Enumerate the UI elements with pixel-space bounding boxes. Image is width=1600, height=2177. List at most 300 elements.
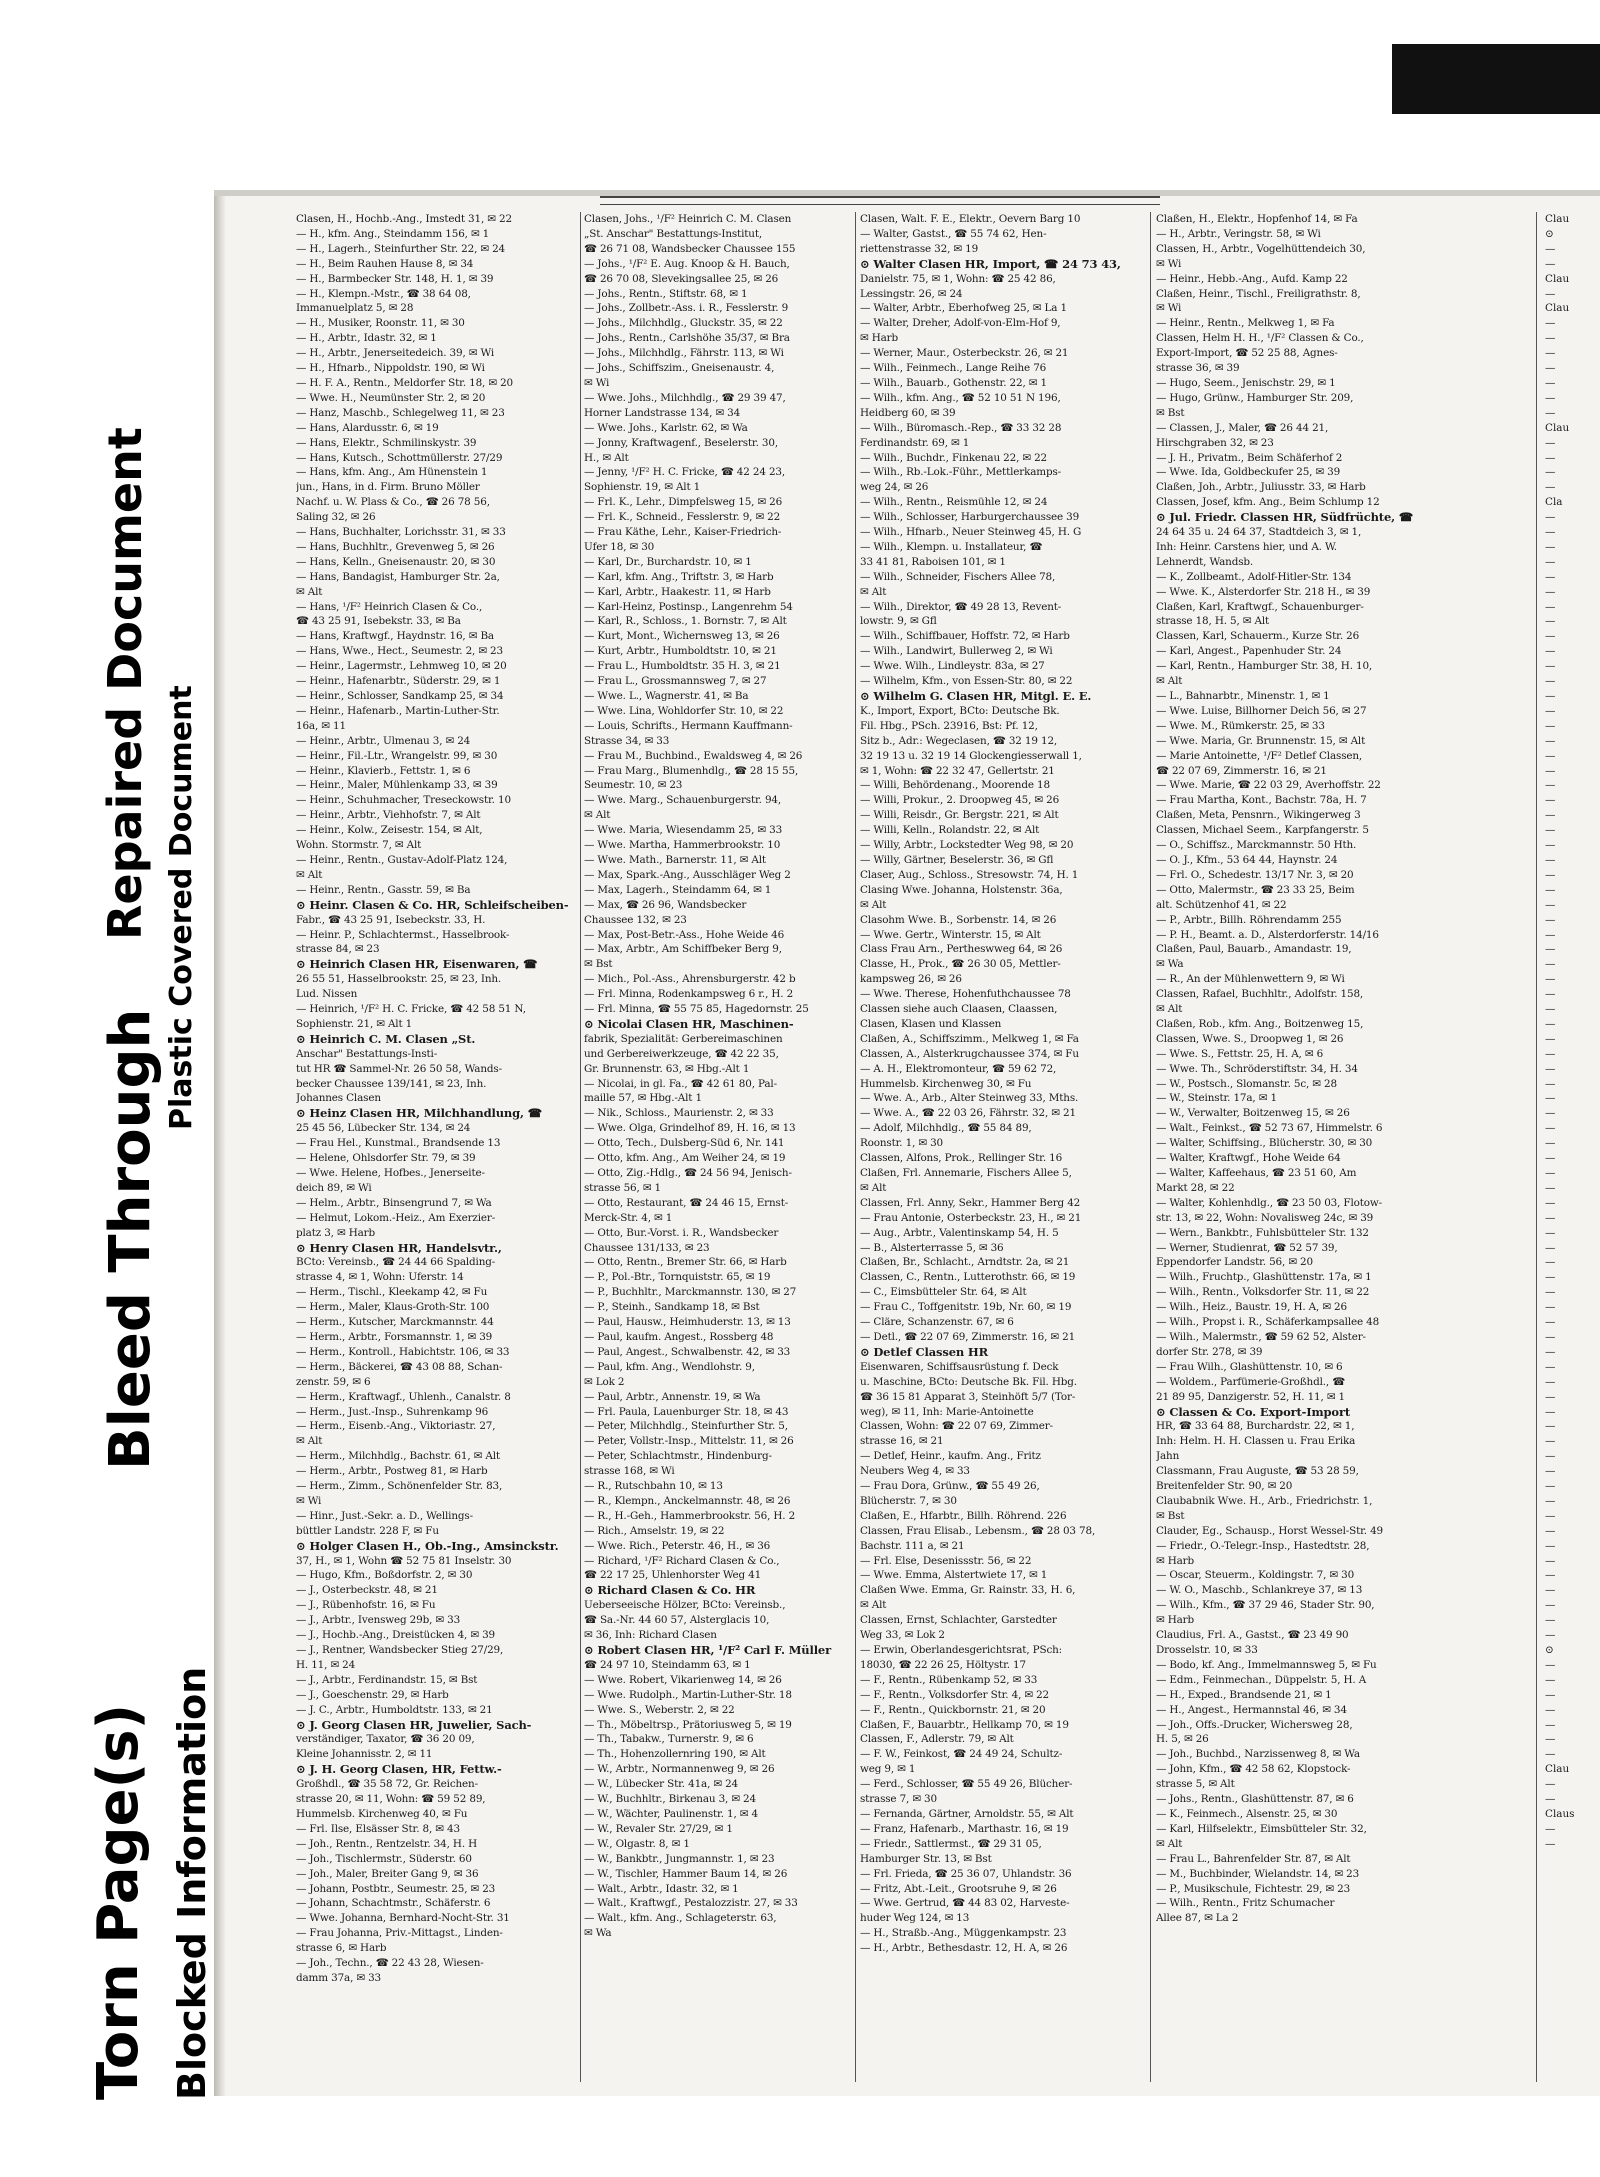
directory-entry-line: — W., Lübecker Str. 41a, ✉ 24	[584, 1778, 739, 1791]
directory-entry-line: riettenstrasse 32, ✉ 19	[860, 242, 979, 255]
partial-entry-line: —	[1545, 1569, 1556, 1582]
directory-entry-line: — Heinr., Rentn., Gustav-Adolf-Platz 124,	[296, 853, 508, 866]
directory-entry-line: — Walter, Gastst., ☎ 55 74 62, Hen-	[860, 227, 1047, 240]
directory-entry-line: — Joh., Maler, Breiter Gang 9, ✉ 36	[296, 1867, 479, 1880]
directory-entry-line: — Wwe. Johs., Karlstr. 62, ✉ Wa	[584, 421, 748, 434]
directory-entry-line: — Wilh., Rentn., Reismühle 12, ✉ 24	[860, 496, 1048, 509]
directory-entry-line: — Frl. Minna, Rodenkampsweg 6 r., H. 2	[584, 988, 794, 1001]
directory-entry-line: becker Chaussee 139/141, ✉ 23, Inh.	[296, 1077, 487, 1090]
directory-entry-line: kampsweg 26, ✉ 26	[860, 973, 962, 986]
partial-entry-line: —	[1545, 391, 1556, 404]
directory-entry-line: — Heinr., Schuhmacher, Treseckowstr. 10	[296, 794, 511, 807]
directory-entry-line: — Heinr., Arbtr., Ulmenau 3, ✉ 24	[296, 734, 471, 747]
directory-entry-line: strasse 5, ✉ Alt	[1156, 1778, 1235, 1791]
directory-entry-line: Classen, Josef, kfm. Ang., Beim Schlump 12	[1156, 496, 1380, 509]
directory-entry-line: ✉ Alt	[860, 898, 887, 911]
partial-entry-line: —	[1545, 1405, 1556, 1418]
directory-entry-line: — B., Alsterterrasse 5, ✉ 36	[860, 1241, 1004, 1254]
black-corner-block	[1392, 44, 1600, 114]
directory-entry-line: — Heinrich, ¹/F² H. C. Fricke, ☎ 42 58 51 N,	[296, 1003, 526, 1016]
partial-entry-line: —	[1545, 451, 1556, 464]
directory-entry-line: — R., Rutschbahn 10, ✉ 13	[584, 1480, 723, 1493]
directory-entry-line: — W., Arbtr., Normannenweg 9, ✉ 26	[584, 1763, 775, 1776]
directory-entry-line: Eisenwaren, Schiffsausrüstung f. Deck	[860, 1360, 1059, 1373]
partial-entry-line: —	[1545, 809, 1556, 822]
directory-entry-line: — P., Musikschule, Fichtestr. 29, ✉ 23	[1156, 1882, 1351, 1895]
partial-entry-line: —	[1545, 1062, 1556, 1075]
directory-entry-line: — Wilh., Direktor, ☎ 49 28 13, Revent-	[860, 600, 1062, 613]
directory-entry-line: Classen, F., Adlerstr. 79, ✉ Alt	[860, 1733, 1014, 1746]
partial-entry-line: —	[1545, 1003, 1556, 1016]
directory-entry-line: ⊙ Heinrich C. M. Clasen „St.	[296, 1031, 476, 1046]
directory-entry-line: — Otto, Malermstr., ☎ 23 33 25, Beim	[1156, 883, 1355, 896]
partial-entry-line: —	[1545, 1286, 1556, 1299]
directory-entry-line: — H., Klempn.-Mstr., ☎ 38 64 08,	[296, 287, 471, 300]
directory-column-1	[296, 212, 584, 2092]
directory-entry-line: — Johs., Rentn., Glashüttenstr. 87, ✉ 6	[1156, 1793, 1354, 1806]
partial-entry-line: —	[1545, 1152, 1556, 1165]
partial-entry-line: —	[1545, 1271, 1556, 1284]
directory-entry-line: — Max, Spark.-Ang., Ausschläger Weg 2	[584, 868, 791, 881]
directory-entry-line: ⊙ Robert Clasen HR, ¹/F² Carl F. Müller	[584, 1643, 832, 1657]
directory-entry-line: — Heinr., Hafenarbtr., Süderstr. 29, ✉ 1	[296, 675, 501, 688]
directory-entry-line: ✉ Alt	[1156, 675, 1183, 688]
directory-entry-line: strasse 18, H. 5, ✉ Alt	[1156, 615, 1270, 628]
directory-entry-line: — Otto, kfm. Ang., Am Weiher 24, ✉ 19	[584, 1152, 786, 1165]
directory-entry-line: — Karl, Arbtr., Haakestr. 11, ✉ Harb	[584, 585, 771, 598]
directory-entry-line: Hummelsb. Kirchenweg 40, ✉ Fu	[296, 1807, 468, 1820]
directory-entry-line: ⊙ Walter Clasen HR, Import, ☎ 24 73 43,	[860, 256, 1121, 271]
directory-entry-line: K., Import, Export, BCto: Deutsche Bk.	[860, 704, 1060, 717]
directory-entry-line: — Frl. Minna, ☎ 55 75 85, Hagedornstr. 25	[584, 1003, 809, 1016]
directory-entry-line: — O. J., Kfm., 53 64 44, Haynstr. 24	[1156, 853, 1338, 866]
directory-entry-line: — Louis, Schrifts., Hermann Kauffmann-	[584, 719, 793, 732]
directory-entry-line: — Peter, Milchhdlg., Steinfurther Str. 5,	[584, 1420, 788, 1433]
partial-entry-line: —	[1545, 764, 1556, 777]
directory-entry-line: — J., Arbtr., Ivensweg 29b, ✉ 33	[296, 1614, 461, 1627]
directory-entry-line: — Wern., Bankbtr., Fuhlsbütteler Str. 132	[1156, 1226, 1369, 1239]
directory-entry-line: — Peter, Vollstr.-Insp., Mittelstr. 11, ✉ 26	[584, 1435, 794, 1448]
directory-entry-line: Anschar" Bestattungs-Insti-	[296, 1047, 438, 1060]
directory-entry-line: ⊙ Classen & Co. Export-Import	[1156, 1404, 1351, 1419]
directory-entry-line: — Heinr., Hafenarb., Martin-Luther-Str.	[296, 704, 500, 717]
directory-entry-line: Sophienstr. 21, ✉ Alt 1	[296, 1017, 413, 1030]
directory-entry-line: — Karl, R., Schloss., 1. Bornstr. 7, ✉ Alt	[584, 615, 787, 628]
partial-entry-line: —	[1545, 1211, 1556, 1224]
directory-entry-line: — Hans, Buchhalter, Lorichsstr. 31, ✉ 33	[296, 526, 506, 539]
side-label-area	[40, 300, 214, 2100]
directory-entry-line: Class Frau Arn., Pertheswweg 64, ✉ 26	[860, 943, 1063, 956]
directory-entry-line: — Erwin, Oberlandesgerichtsrat, PSch:	[860, 1644, 1063, 1656]
directory-entry-line: ☎ 26 70 08, Slevekingsallee 25, ✉ 26	[584, 272, 779, 285]
directory-entry-line: Ufer 18, ✉ 30	[584, 540, 655, 553]
directory-entry-line: — Wwe. Rudolph., Martin-Luther-Str. 18	[584, 1688, 792, 1701]
directory-entry-line: — Willy, Gärtner, Beselerstr. 36, ✉ Gfl	[860, 853, 1054, 866]
directory-entry-line: ⊙ Henry Clasen HR, Handelsvtr.,	[296, 1240, 502, 1255]
directory-entry-line: Claser, Aug., Schloss., Stresowstr. 74, H. 1	[860, 868, 1079, 881]
directory-entry-line: — H., Arbtr., Bethesdastr. 12, H. A, ✉ 26	[860, 1942, 1068, 1955]
partial-entry-line: —	[1545, 719, 1556, 732]
directory-entry-line: — Frl. Else, Desenissstr. 56, ✉ 22	[860, 1554, 1032, 1567]
directory-entry-line: — Wilh., Buchdr., Finkenau 22, ✉ 22	[860, 451, 1048, 464]
directory-entry-line: — Otto, Tech., Dulsberg-Süd 6, Nr. 141	[584, 1137, 785, 1150]
directory-entry-line: Kleine Johannisstr. 2, ✉ 11	[296, 1748, 433, 1761]
directory-entry-line: — J., Hochb.-Ang., Dreistücken 4, ✉ 39	[296, 1629, 495, 1642]
directory-entry-line: — Herm., Arbtr., Forsmannstr. 1, ✉ 39	[296, 1330, 493, 1343]
directory-entry-line: — P., Buchhltr., Marckmannstr. 130, ✉ 27	[584, 1286, 797, 1299]
partial-entry-line: —	[1545, 600, 1556, 613]
directory-entry-line: dorfer Str. 278, ✉ 39	[1156, 1345, 1263, 1358]
directory-entry-line: — W., Bankbtr., Jungmannstr. 1, ✉ 23	[584, 1852, 775, 1865]
directory-entry-line: — H., Beim Rauhen Hause 8, ✉ 34	[296, 257, 474, 270]
directory-entry-line: — Wwe. Olga, Grindelhof 89, H. 16, ✉ 13	[584, 1122, 796, 1135]
partial-entry-line: —	[1545, 1793, 1556, 1806]
directory-entry-line: Claßen Wwe. Emma, Gr. Rainstr. 33, H. 6,	[860, 1584, 1076, 1597]
directory-entry-line: Neubers Weg 4, ✉ 33	[860, 1465, 970, 1478]
directory-entry-line: Lessingstr. 26, ✉ 24	[860, 287, 963, 300]
directory-entry-line: und Gerbereiwerkzeuge, ☎ 42 22 35,	[584, 1047, 779, 1060]
partial-entry-line: —	[1545, 839, 1556, 852]
directory-entry-line: Clauder, Eg., Schausp., Horst Wessel-Str. 49	[1156, 1524, 1384, 1537]
partial-entry-line: —	[1545, 704, 1556, 717]
directory-entry-line: strasse 56, ✉ 1	[584, 1181, 661, 1194]
plastic-covered-label: Plastic Covered Document	[164, 685, 199, 1130]
directory-entry-line: Gr. Brunnenstr. 63, ✉ Hbg.-Alt 1	[584, 1062, 750, 1075]
directory-entry-line: — Frau Wilh., Glashüttenstr. 10, ✉ 6	[1156, 1360, 1343, 1373]
directory-entry-line: — Hans, Kraftwgf., Haydnstr. 16, ✉ Ba	[296, 630, 494, 643]
directory-entry-line: — Friedr., Sattlermst., ☎ 29 31 05,	[860, 1837, 1042, 1850]
directory-entry-line: — Walt., Feinkst., ☎ 52 73 67, Himmelstr. 6	[1156, 1122, 1383, 1135]
directory-entry-line: — Johann, Schachtmstr., Schäferstr. 6	[296, 1897, 491, 1910]
directory-entry-line: Claßen, Br., Schlacht., Arndtstr. 2a, ✉ 21	[860, 1256, 1070, 1269]
directory-entry-line: Classen, Karl, Schauerm., Kurze Str. 26	[1156, 630, 1360, 643]
directory-entry-line: Blücherstr. 7, ✉ 30	[860, 1494, 957, 1507]
directory-entry-line: — Frau C., Toffgenitstr. 19b, Nr. 60, ✉ 19	[860, 1301, 1072, 1314]
directory-entry-line: Sophienstr. 19, ✉ Alt 1	[584, 481, 701, 494]
partial-entry-line: —	[1545, 1017, 1556, 1030]
directory-entry-line: — Wwe. Lina, Wohldorfer Str. 10, ✉ 22	[584, 704, 784, 717]
directory-entry-line: — Heinr., Maler, Mühlenkamp 33, ✉ 39	[296, 779, 498, 792]
directory-entry-line: — Herm., Zimm., Schönenfelder Str. 83,	[296, 1480, 503, 1493]
directory-entry-line: — Bodo, kf. Ang., Immelmannsweg 5, ✉ Fu	[1156, 1658, 1377, 1671]
directory-entry-line: — Frau Johanna, Priv.-Mittagst., Linden-	[296, 1927, 503, 1940]
partial-entry-line: —	[1545, 645, 1556, 658]
partial-entry-line: —	[1545, 1778, 1556, 1791]
directory-entry-line: alt. Schützenhof 41, ✉ 22	[1156, 898, 1287, 911]
directory-entry-line: — Detlef, Heinr., kaufm. Ang., Fritz	[860, 1450, 1041, 1463]
directory-entry-line: — Frau Marg., Blumenhdlg., ☎ 28 15 55,	[584, 764, 799, 777]
directory-entry-line: — R., Klempn., Anckelmannstr. 48, ✉ 26	[584, 1494, 791, 1507]
directory-entry-line: Roonstr. 1, ✉ 30	[860, 1137, 944, 1150]
directory-entry-line: — W., Wächter, Paulinenstr. 1, ✉ 4	[584, 1807, 758, 1820]
directory-entry-line: strasse 4, ✉ 1, Wohn: Uferstr. 14	[296, 1271, 464, 1284]
directory-entry-line: Johannes Clasen	[296, 1092, 381, 1105]
partial-entry-line: —	[1545, 660, 1556, 673]
directory-entry-line: — Otto, Restaurant, ☎ 24 46 15, Ernst-	[584, 1196, 789, 1209]
directory-entry-line: — Wwe. S., Fettstr. 25, H. A, ✉ 6	[1156, 1047, 1324, 1060]
directory-entry-line: Claubabnik Wwe. H., Arb., Friedrichstr. 1,	[1156, 1494, 1373, 1507]
directory-entry-line: — Heinr., Rentn., Gasstr. 59, ✉ Ba	[296, 883, 471, 896]
partial-entry-line: —	[1545, 511, 1556, 524]
directory-entry-line: — Wwe. Marg., Schauenburgerstr. 94,	[584, 794, 782, 807]
directory-entry-line: — H., Exped., Brandsende 21, ✉ 1	[1156, 1688, 1332, 1701]
directory-entry-line: — H., Barmbecker Str. 148, H. 1, ✉ 39	[296, 272, 494, 285]
directory-entry-line: Claßen, Karl, Kraftwgf., Schauenburger-	[1156, 600, 1364, 613]
directory-entry-line: — Fernanda, Gärtner, Arnoldstr. 55, ✉ Alt	[860, 1807, 1074, 1820]
directory-entry-line: — Hans, Kelln., Gneisenaustr. 20, ✉ 30	[296, 555, 496, 568]
directory-entry-line: — Walter, Arbtr., Eberhofweg 25, ✉ La 1	[860, 302, 1067, 315]
directory-entry-line: — Helm., Arbtr., Binsengrund 7, ✉ Wa	[296, 1196, 492, 1209]
directory-entry-line: — A. H., Elektromonteur, ☎ 59 62 72,	[860, 1062, 1057, 1075]
directory-entry-line: — Oscar, Steuerm., Koldingstr. 7, ✉ 30	[1156, 1569, 1355, 1582]
directory-entry-line: — Wwe. Martha, Hammerbrookstr. 10	[584, 839, 781, 852]
partial-entry-line: —	[1545, 853, 1556, 866]
directory-entry-line: — Wwe. Math., Barnerstr. 11, ✉ Alt	[584, 853, 766, 866]
partial-entry-line: —	[1545, 1554, 1556, 1567]
directory-entry-line: lowstr. 9, ✉ Gfl	[860, 615, 937, 628]
partial-entry-line: —	[1545, 749, 1556, 762]
partial-entry-line: —	[1545, 1539, 1556, 1552]
directory-entry-line: — Heinr., Hebb.-Ang., Aufd. Kamp 22	[1156, 272, 1348, 285]
directory-entry-line: Heidberg 60, ✉ 39	[860, 406, 956, 419]
partial-entry-line: —	[1545, 1122, 1556, 1135]
partial-entry-line: Clau	[1545, 421, 1570, 434]
directory-entry-line: Claudius, Frl. A., Gastst., ☎ 23 49 90	[1156, 1629, 1349, 1642]
directory-entry-line: weg 24, ✉ 26	[860, 481, 929, 494]
directory-entry-line: — Wilh., Rb.-Lok.-Führ., Mettlerkamps-	[860, 466, 1062, 479]
directory-entry-line: ⊙ Jul. Friedr. Classen HR, Südfrüchte, ☎	[1156, 510, 1414, 525]
directory-entry-line: — K., Zollbeamt., Adolf-Hitler-Str. 134	[1156, 570, 1352, 583]
directory-entry-line: — C., Eimsbütteler Str. 64, ✉ Alt	[860, 1286, 1027, 1299]
directory-entry-line: — Wilh., kfm. Ang., ☎ 52 10 51 N 196,	[860, 391, 1061, 404]
directory-entry-line: zenstr. 59, ✉ 6	[296, 1375, 371, 1388]
partial-entry-line: —	[1545, 1301, 1556, 1314]
directory-entry-line: — Wilh., Rentn., Fritz Schumacher	[1156, 1897, 1335, 1910]
directory-entry-line: Lehnerdt, Wandsb.	[1156, 555, 1254, 568]
directory-entry-line: — W., Tischler, Hammer Baum 14, ✉ 26	[584, 1867, 788, 1880]
directory-entry-line: — Fritz, Abt.-Leit., Grootsruhe 9, ✉ 26	[860, 1882, 1057, 1895]
directory-entry-line: Drosselstr. 10, ✉ 33	[1156, 1644, 1258, 1656]
partial-entry-line: —	[1545, 1047, 1556, 1060]
directory-entry-line: Weg 33, ✉ Lok 2	[860, 1629, 945, 1642]
directory-entry-line: strasse 7, ✉ 30	[860, 1793, 937, 1806]
partial-entry-line: —	[1545, 1077, 1556, 1090]
directory-entry-line: ⊙ Wilhelm G. Clasen HR, Mitgl. E. E.	[860, 689, 1092, 703]
directory-entry-line: ✉ Alt	[296, 1435, 323, 1448]
partial-entry-line: —	[1545, 1733, 1556, 1746]
partial-entry-line: —	[1545, 406, 1556, 419]
directory-entry-line: — H., Arbtr., Idastr. 32, ✉ 1	[296, 332, 437, 345]
header-rule	[600, 196, 1160, 205]
directory-entry-line: Clasen, Johs., ¹/F² Heinrich C. M. Clasen	[584, 213, 792, 225]
partial-entry-line: —	[1545, 1494, 1556, 1507]
directory-entry-line: — O., Schiffsz., Marckmannstr. 50 Hth.	[1156, 839, 1357, 852]
directory-entry-line: — Frau L., Bahrenfelder Str. 87, ✉ Alt	[1156, 1852, 1351, 1865]
directory-entry-line: — Karl, Rentn., Hamburger Str. 38, H. 10,	[1156, 660, 1373, 673]
directory-entry-line: — P. H., Beamt. a. D., Alsterdorferstr. 14/16	[1156, 928, 1379, 941]
directory-entry-line: — Wwe. S., Weberstr. 2, ✉ 22	[584, 1703, 735, 1716]
directory-entry-line: — Walter, Dreher, Adolf-von-Elm-Hof 9,	[860, 317, 1061, 330]
directory-entry-line: ✉ Harb	[1156, 1554, 1194, 1567]
directory-entry-line: — Herm., Kutscher, Marckmannstr. 44	[296, 1316, 494, 1329]
directory-entry-line: — Woldem., Parfümerie-Großhdl., ☎	[1156, 1375, 1346, 1388]
directory-entry-line: — Werner, Studienrat, ☎ 52 57 39,	[1156, 1241, 1338, 1254]
partial-entry-line: Clau	[1545, 213, 1570, 225]
partial-entry-line: —	[1545, 1599, 1556, 1612]
directory-entry-line: — R., H.-Geh., Hammerbrookstr. 56, H. 2	[584, 1509, 796, 1522]
partial-entry-line: —	[1545, 1509, 1556, 1522]
directory-entry-line: — Wwe. Johs., Milchhdlg., ☎ 29 39 47,	[584, 391, 786, 404]
directory-entry-line: Claßen, Rob., kfm. Ang., Boitzenweg 15,	[1156, 1017, 1364, 1030]
directory-entry-line: ⊙ J. H. Georg Clasen, HR, Fettw.-	[296, 1762, 502, 1777]
directory-entry-line: 24 64 35 u. 24 64 37, Stadtdeich 3, ✉ 1,	[1156, 526, 1362, 539]
directory-entry-line: Claßen, A., Schiffszimm., Melkweg 1, ✉ Fa	[860, 1032, 1079, 1045]
directory-entry-line: — Karl-Heinz, Postinsp., Langenrehm 54	[584, 600, 793, 613]
directory-entry-line: ✉ Alt	[860, 1599, 887, 1612]
partial-entry-line: —	[1545, 317, 1556, 330]
directory-entry-line: ☎ 36 15 81 Apparat 3, Steinhöft 5/7 (Tor-	[860, 1390, 1076, 1403]
partial-entry-line: —	[1545, 1316, 1556, 1329]
directory-entry-line: Classen, A., Alsterkrugchaussee 374, ✉ Fu	[860, 1047, 1079, 1060]
directory-entry-line: Jahn	[1156, 1450, 1180, 1463]
directory-entry-line: ☎ 24 97 10, Steindamm 63, ✉ 1	[584, 1658, 751, 1671]
directory-entry-line: Lud. Nissen	[296, 988, 358, 1001]
partial-entry-line: —	[1545, 1226, 1556, 1239]
directory-entry-line: Classen, C., Rentn., Lutterothstr. 66, ✉ 19	[860, 1271, 1076, 1284]
directory-entry-line: ☎ Sa.-Nr. 44 60 57, Alsterglacis 10,	[584, 1614, 770, 1627]
directory-entry-line: — Paul, Hausw., Heimhuderstr. 13, ✉ 13	[584, 1316, 791, 1329]
directory-entry-line: ✉ Lok 2	[584, 1375, 625, 1388]
directory-entry-line: — Wilh., Propst i. R., Schäferkampsallee 48	[1156, 1316, 1380, 1329]
directory-entry-line: ⊙ J. Georg Clasen HR, Juwelier, Sach-	[296, 1717, 532, 1732]
partial-entry-line: Cla	[1545, 496, 1563, 509]
directory-entry-line: — Wwe. Gertr., Winterstr. 15, ✉ Alt	[860, 928, 1041, 941]
repaired-document-label: Repaired Document	[98, 427, 152, 940]
directory-entry-line: ✉ Wi	[1156, 257, 1182, 270]
partial-entry-line: —	[1545, 734, 1556, 747]
partial-entry-line: —	[1545, 824, 1556, 837]
directory-entry-line: — Herm., Maler, Klaus-Groth-Str. 100	[296, 1301, 490, 1314]
directory-entry-line: BCto: Vereinsb., ☎ 24 44 66 Spalding-	[296, 1256, 496, 1269]
directory-entry-line: — W., Buchhltr., Birkenau 3, ✉ 24	[584, 1793, 756, 1806]
directory-entry-line: — J., Rentner, Wandsbecker Stieg 27/29,	[296, 1644, 504, 1656]
directory-entry-line: — Heinr., Schlosser, Sandkamp 25, ✉ 34	[296, 690, 504, 702]
directory-entry-line: — Wwe. Ida, Goldbeckufer 25, ✉ 39	[1156, 466, 1341, 479]
directory-entry-line: — Karl, Hilfselektr., Eimsbütteler Str. 32,	[1156, 1822, 1367, 1835]
directory-entry-line: Breitenfelder Str. 90, ✉ 20	[1156, 1480, 1293, 1493]
directory-entry-line: — Friedr., O.-Telegr.-Insp., Hastedtstr. 28,	[1156, 1539, 1370, 1552]
directory-entry-line: — Frau Antonie, Osterbeckstr. 23, H., ✉ 21	[860, 1211, 1082, 1224]
directory-entry-line: — M., Buchbinder, Wielandstr. 14, ✉ 23	[1156, 1867, 1360, 1880]
directory-entry-line: ✉ Wi	[584, 376, 610, 389]
directory-entry-line: — Wwe. Wilh., Lindleystr. 83a, ✉ 27	[860, 660, 1045, 673]
directory-entry-line: Fil. Hbg., PSch. 23916, Bst: Pf. 12,	[860, 719, 1038, 732]
directory-entry-line: str. 13, ✉ 22, Wohn: Novalisweg 24c, ✉ 39	[1156, 1211, 1374, 1224]
partial-entry-line: —	[1545, 1256, 1556, 1269]
directory-entry-line: ✉ Alt	[296, 868, 323, 881]
partial-entry-line: —	[1545, 794, 1556, 807]
partial-entry-line: —	[1545, 1480, 1556, 1493]
directory-entry-line: Classen, Helm H. H., ¹/F² Classen & Co.,	[1156, 332, 1364, 345]
partial-entry-line: —	[1545, 1435, 1556, 1448]
directory-entry-line: strasse 36, ✉ 39	[1156, 362, 1240, 375]
partial-entry-line: —	[1545, 1629, 1556, 1642]
partial-entry-line: —	[1545, 1390, 1556, 1403]
directory-entry-line: — H., Arbtr., Veringstr. 58, ✉ Wi	[1156, 227, 1321, 240]
directory-entry-line: Clasen, Klasen und Klassen	[860, 1017, 1002, 1030]
directory-column-3	[860, 212, 1148, 2092]
directory-entry-line: ✉ Wi	[296, 1494, 322, 1507]
partial-entry-line: —	[1545, 526, 1556, 539]
directory-entry-line: — K., Feinmech., Alsenstr. 25, ✉ 30	[1156, 1807, 1338, 1820]
directory-entry-line: — Frl. K., Lehr., Dimpfelsweg 15, ✉ 26	[584, 496, 783, 509]
partial-entry-line: —	[1545, 1584, 1556, 1597]
directory-entry-line: weg 9, ✉ 1	[860, 1763, 916, 1776]
directory-entry-line: Inh: Helm. H. H. Classen u. Frau Erika	[1156, 1435, 1356, 1448]
directory-entry-line: — Frl. Frieda, ☎ 25 36 07, Uhlandstr. 36	[860, 1867, 1072, 1880]
directory-entry-line: — Rich., Amselstr. 19, ✉ 22	[584, 1524, 725, 1537]
partial-entry-line: —	[1545, 1673, 1556, 1686]
directory-entry-line: — Classen, J., Maler, ☎ 26 44 21,	[1156, 421, 1329, 434]
directory-entry-line: — H., kfm. Ang., Steindamm 156, ✉ 1	[296, 227, 490, 240]
directory-entry-line: — Paul, kaufm. Angest., Rossberg 48	[584, 1330, 774, 1343]
directory-entry-line: — Max, ☎ 26 96, Wandsbecker	[584, 898, 747, 911]
partial-entry-line: —	[1545, 1524, 1556, 1537]
directory-entry-line: 33 41 81, Raboisen 101, ✉ 1	[860, 555, 1006, 568]
directory-entry-line: Classe, H., Prok., ☎ 26 30 05, Mettler-	[860, 958, 1061, 971]
partial-entry-line: —	[1545, 1837, 1556, 1850]
directory-entry-line: Hummelsb. Kirchenweg 30, ✉ Fu	[860, 1077, 1032, 1090]
directory-entry-line: Großhdl., ☎ 35 58 72, Gr. Reichen-	[296, 1778, 478, 1791]
directory-entry-line: 21 89 95, Danzigerstr. 52, H. 11, ✉ 1	[1156, 1390, 1345, 1403]
directory-entry-line: — Wwe. Rich., Peterstr. 46, H., ✉ 36	[584, 1539, 771, 1552]
directory-entry-line: — Johs., Zollbetr.-Ass. i. R., Fesslerstr. 9	[584, 302, 789, 315]
directory-entry-line: — Johs., Rentn., Carlshöhe 35/37, ✉ Bra	[584, 332, 790, 345]
directory-entry-line: ✉ Harb	[1156, 1614, 1194, 1627]
directory-entry-line: — Kurt, Mont., Wichernsweg 13, ✉ 26	[584, 630, 780, 643]
directory-entry-line: — Nik., Schloss., Maurienstr. 2, ✉ 33	[584, 1107, 774, 1120]
directory-entry-line: huder Weg 124, ✉ 13	[860, 1912, 970, 1925]
directory-entry-line: — John, Kfm., ☎ 42 58 62, Klopstock-	[1156, 1763, 1351, 1776]
directory-entry-line: Clasohm Wwe. B., Sorbenstr. 14, ✉ 26	[860, 913, 1057, 926]
directory-entry-line: 18030, ☎ 22 26 25, Höltystr. 17	[860, 1658, 1026, 1671]
directory-entry-line: weg), ✉ 11, Inh: Marie-Antoinette	[860, 1405, 1034, 1418]
directory-entry-line: — Wilh., Heiz., Baustr. 19, H. A, ✉ 26	[1156, 1301, 1347, 1314]
directory-entry-line: — F. W., Feinkost, ☎ 24 49 24, Schultz-	[860, 1748, 1063, 1761]
partial-entry-line: —	[1545, 347, 1556, 360]
directory-entry-line: — Wilhelm, Kfm., von Essen-Str. 80, ✉ 22	[860, 675, 1073, 688]
directory-entry-line: strasse 168, ✉ Wi	[584, 1465, 675, 1478]
directory-entry-line: — H. F. A., Rentn., Meldorfer Str. 18, ✉ 20	[296, 376, 513, 389]
directory-entry-line: — Ferd., Schlosser, ☎ 55 49 26, Blücher-	[860, 1778, 1073, 1791]
directory-entry-line: ✉ Alt	[1156, 1837, 1183, 1850]
directory-entry-line: — H., Straßb.-Ang., Müggenkampstr. 23	[860, 1927, 1067, 1940]
directory-entry-line: — Frl. O., Schedestr. 13/17 Nr. 3, ✉ 20	[1156, 868, 1354, 881]
directory-entry-line: Clasen, H., Hochb.-Ang., Imstedt 31, ✉ 22	[296, 213, 512, 225]
directory-entry-line: — Wwe. A., Arb., Alter Steinweg 33, Mths.	[860, 1092, 1079, 1105]
page-left-edge	[214, 196, 226, 2096]
directory-entry-line: — Hugo, Kfm., Boßdorfstr. 2, ✉ 30	[296, 1569, 473, 1582]
partial-entry-line: —	[1545, 868, 1556, 881]
directory-entry-line: — Johs., ¹/F² E. Aug. Knoop & H. Bauch,	[584, 257, 790, 270]
directory-entry-line: — Wilh., Schneider, Fischers Allee 78,	[860, 570, 1056, 583]
directory-entry-line: — Peter, Schlachtmstr., Hindenburg-	[584, 1450, 772, 1463]
directory-column-4	[1156, 212, 1436, 2092]
directory-entry-line: — Wilh., Fruchtp., Glashüttenstr. 17a, ✉ 1	[1156, 1271, 1372, 1284]
partial-entry-line: Clau	[1545, 1763, 1570, 1776]
directory-entry-line: strasse 84, ✉ 23	[296, 943, 380, 956]
directory-entry-line: — Walt., kfm. Ang., Schlageterstr. 63,	[584, 1912, 777, 1925]
